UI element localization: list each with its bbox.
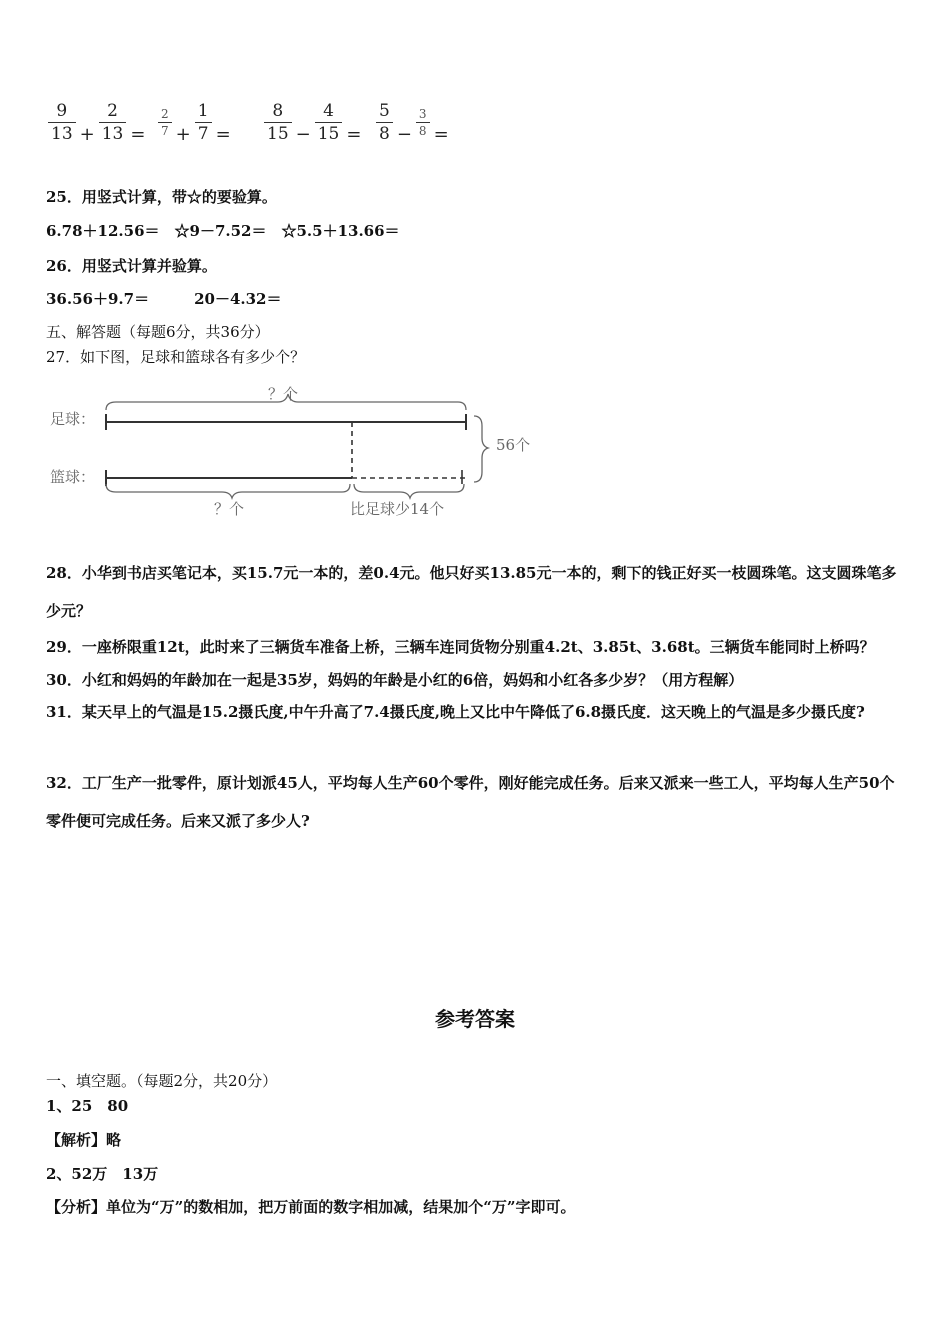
question-25-items: 6.78＋12.56＝ ☆9－7.52＝ ☆5.5＋13.66＝ (46, 222, 400, 240)
segment-diagram (46, 380, 546, 530)
fraction-expression-3: $\frac{8}{15}$ − $\frac{4}{15}$ = (262, 100, 363, 145)
question-26-title: 26．用竖式计算并验算。 (46, 257, 217, 275)
fraction: $\frac{5}{8}$ (376, 101, 393, 144)
fraction-expression-1: $\frac{9}{13}$ + $\frac{2}{13}$ = (46, 100, 147, 145)
total-label: 56个 (496, 436, 531, 454)
answer-2: 2、52万 13万 (46, 1165, 159, 1183)
question-27-title: 27．如下图，足球和篮球各有多少个？ (46, 348, 306, 366)
fraction-expression-4: $\frac{5}{8}$ − $\frac{3}{8}$ = (374, 100, 451, 145)
fraction: $\frac{3}{8}$ (416, 107, 430, 138)
answers-title: 参考答案 (435, 1007, 515, 1031)
question-30: 30．小红和妈妈的年龄加在一起是35岁，妈妈的年龄是小红的6倍，妈妈和小红各多少岁？（用方程解） (46, 671, 744, 689)
answer-1-note: 【解析】略 (46, 1131, 122, 1149)
question-31: 31．某天早上的气温是15.2摄氏度,中午升高了7.4摄氏度,晚上又比中午降低了6.8摄氏度．这天晚上的气温是多少摄氏度? (46, 703, 865, 721)
fraction: $\frac{4}{15}$ (315, 101, 343, 144)
bottom-brace-left (106, 484, 350, 498)
question-28: 28．小华到书店买笔记本，买15.7元一本的，差0.4元。他只好买13.85元一本的，剩下的钱正好买一枝圆珠笔。这支圆珠笔多少元？ (46, 564, 897, 620)
fraction-expression-2: $\frac{2}{7}$ + $\frac{1}{7}$ = (156, 100, 233, 145)
section-5-heading: 五、解答题（每题6分，共36分） (46, 323, 270, 341)
fraction: $\frac{2}{7}$ (158, 107, 172, 138)
difference-label: 比足球少14个 (350, 500, 445, 518)
label-football: 足球： (50, 410, 96, 428)
question-29: 29．一座桥限重12t，此时来了三辆货车准备上桥，三辆车连同货物分别重4.2t、3.85t、3.68t。三辆货车能同时上桥吗？ (46, 638, 875, 656)
bottom-brace-right (354, 484, 464, 498)
right-brace (474, 416, 488, 482)
bottom-question: ？个 (214, 500, 245, 518)
question-25-title: 25．用竖式计算，带☆的要验算。 (46, 188, 277, 206)
question-32: 32．工厂生产一批零件，原计划派45人，平均每人生产60个零件，刚好能完成任务。后来又派来一些工人，平均每人生产50个零件便可完成任务。后来又派了多少人? (46, 774, 895, 830)
fraction: $\frac{1}{7}$ (195, 101, 212, 144)
answer-1: 1、25 80 (46, 1097, 129, 1115)
answer-2-note: 【分析】单位为“万”的数相加，把万前面的数字相加减，结果加个“万”字即可。 (46, 1198, 576, 1216)
fraction: $\frac{9}{13}$ (48, 101, 76, 144)
top-question: ？个 (268, 385, 299, 403)
question-26-items: 36.56＋9.7＝ 20－4.32＝ (46, 290, 282, 308)
fraction: $\frac{8}{15}$ (264, 101, 292, 144)
label-basketball: 篮球： (50, 468, 96, 486)
answers-section-heading: 一、填空题。（每题2分，共20分） (46, 1072, 278, 1090)
fraction: $\frac{2}{13}$ (99, 101, 127, 144)
